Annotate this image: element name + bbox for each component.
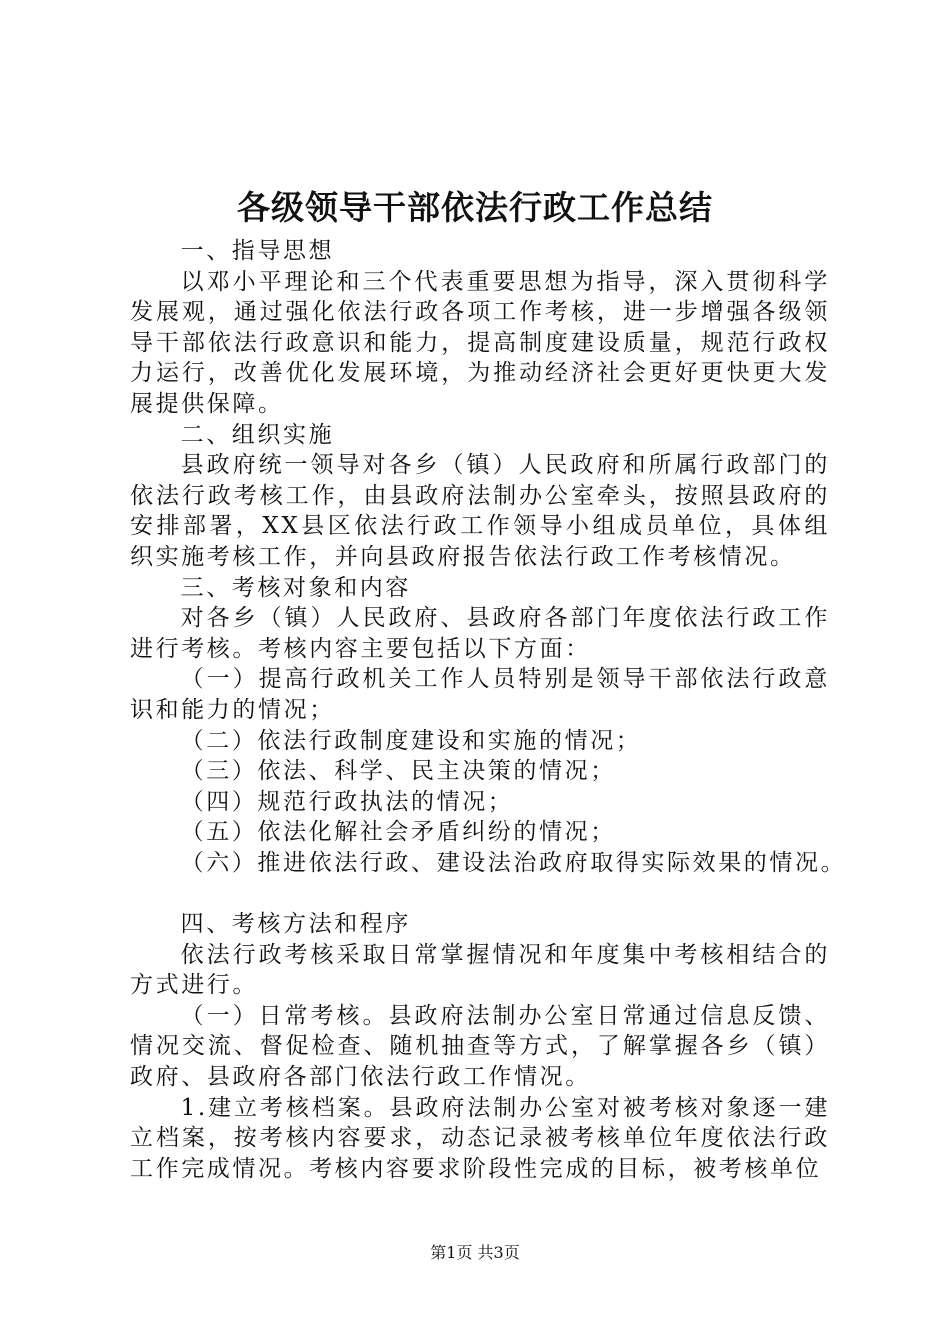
list-item: （三）依法、科学、民主决策的情况； [180,758,616,785]
paragraph: （一）日常考核。县政府法制办公室日常通过信息反馈、情况交流、督促检查、随机抽查等方式，了解掌握各乡（镇）政府、县政府各部门依法行政工作情况。 [130,1002,830,1091]
section-heading-organization: 二、组织实施 [180,421,335,448]
document-title: 各级领导干部依法行政工作总结 [237,188,713,227]
paragraph: 对各乡（镇）人民政府、县政府各部门年度依法行政工作进行考核。考核内容主要包括以下方面： [130,605,830,662]
document-body [130,236,847,1184]
paragraph-gap [130,878,830,909]
page-footer: 第1页 共3页 [430,1243,520,1262]
paragraph: 依法行政考核采取日常掌握情况和年度集中考核相结合的方式进行。 [130,941,830,999]
list-item: （五）依法化解社会矛盾纠纷的情况； [180,819,616,846]
list-item: （四）规范行政执法的情况； [180,788,514,815]
paragraph: 县政府统一领导对各乡（镇）人民政府和所属行政部门的依法行政考核工作，由县政府法制办公室牵头，按照县政府的安排部署，XX县区依法行政工作领导小组成员单位，具体组织实施考核工作，并向县政府报告依法行政工作考核情况。 [130,452,830,570]
section-heading-guiding-ideology: 一、指导思想 [180,238,335,264]
paragraph: 以邓小平理论和三个代表重要思想为指导，深入贯彻科学发展观，通过强化依法行政各项工作考核，进一步增强各级领导干部依法行政意识和能力，提高制度建设质量，规范行政权力运行，改善优化发展环境，为推动经济社会更好更快更大发展提供保障。 [130,268,830,417]
list-item: （二）依法行政制度建设和实施的情况； [180,727,642,754]
list-item: （六）推进依法行政、建设法治政府取得实际效果的情况。 [180,849,847,876]
paragraph: 1.建立考核档案。县政府法制办公室对被考核对象逐一建立档案，按考核内容要求，动态记录被考核单位年度依法行政工作完成情况。考核内容要求阶段性完成的目标，被考核单位 [130,1094,830,1182]
list-item: （一）提高行政机关工作人员特别是领导干部依法行政意识和能力的情况； [130,666,830,723]
section-heading-methods: 四、考核方法和程序 [180,911,411,938]
section-heading-assessment-content: 三、考核对象和内容 [180,574,411,601]
